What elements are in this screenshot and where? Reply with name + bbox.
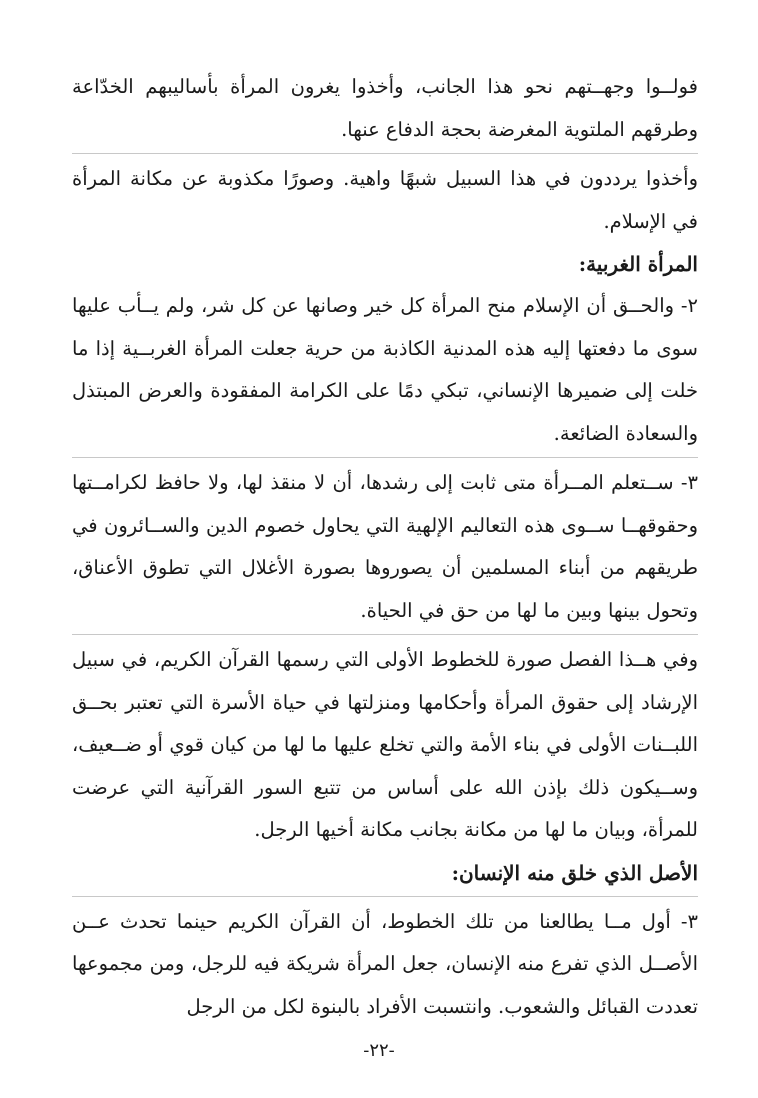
paragraph: وأخذوا يرددون في هذا السبيل شبهًا واهية. وصورًا مكذوبة عن مكانة المرأة في الإسلام. <box>72 167 698 233</box>
paragraph-divider <box>72 634 698 635</box>
paragraph: ٣- أول مــا يطالعنا من تلك الخطوط، أن القرآن الكريم حينما تحدث عــن الأصــل الذي تفرع منه الإنسان، جعل المرأة شريكة فيه للرجل، ومن مجموعها تعددت القبائل والشعوب. وانتسبت الأفراد بالبنوة لكل من الرجل <box>72 909 698 1018</box>
paragraph: وفي هــذا الفصل صورة للخطوط الأولى التي رسمها القرآن الكريم، في سبيل الإرشاد إلى حقوق المرأة وأحكامها ومنزلتها في حياة الأسرة التي تعتبر بحــق اللبــنات الأولى في بناء الأمة والتي تخلع عليها ما لها من كيان قوي أو ضــعيف، وســيكون ذلك بإذن الله على أساس من تتبع السور القرآنية التي عرضت للمرأة، وبيان ما لها من مكانة بجانب مكانة أخيها الرجل. <box>72 648 698 841</box>
paragraph-divider <box>72 153 698 154</box>
paragraph: ٢- والحــق أن الإسلام منح المرأة كل خير وصانها عن كل شر، ولم يــأب عليها سوى ما دفعتها إليه هذه المدنية الكاذبة من حرية جعلت المرأة الغربــية إذا ما خلت إلى ضميرها الإنساني، تبكي دمًا على الكرامة المفقودة والعرض المبتذل والسعادة الضائعة. <box>72 294 698 445</box>
page-number: -٢٢- <box>363 1040 395 1061</box>
section-heading-human-origin: الأصل الذي خلق منه الإنسان: <box>451 860 698 885</box>
paragraph: فولــوا وجهــتهم نحو هذا الجانب، وأخذوا يغرون المرأة بأساليبهم الخدّاعة وطرقهم الملتوية المغرضة بحجة الدفاع عنها. <box>72 75 698 141</box>
paragraph-divider <box>72 896 698 897</box>
page-body <box>72 60 698 1060</box>
paragraph-divider <box>72 457 698 458</box>
paragraph: ٣- ســتعلم المــرأة متى ثابت إلى رشدها، أن لا منقذ لها، ولا حافظ لكرامــتها وحقوقهــا ســوى هذه التعاليم الإلهية التي يحاول خصوم الدين والســائرون في طريقهم من أبناء المسلمين أن يصوروها بصورة الأغلال التي تطوق الأعناق، وتحول بينها وبين ما لها من حق في الحياة. <box>72 471 698 622</box>
section-heading-western-woman: المرأة الغربية: <box>578 252 698 276</box>
